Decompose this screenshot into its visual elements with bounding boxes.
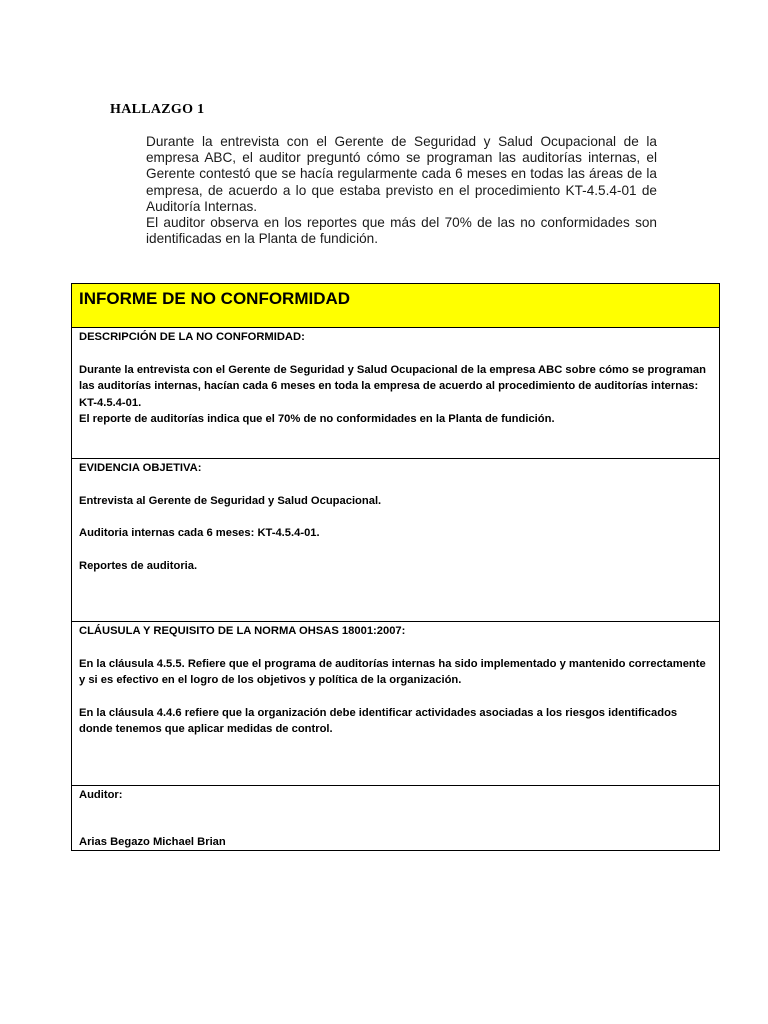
clause-section bbox=[72, 622, 720, 786]
report-title: INFORME DE NO CONFORMIDAD bbox=[79, 289, 351, 308]
evidence-item-2: Auditoria internas cada 6 meses: KT-4.5.4-01. bbox=[79, 527, 320, 539]
evidence-heading: EVIDENCIA OBJETIVA: bbox=[79, 462, 202, 474]
clause-text-1: En la cláusula 4.5.5. Refiere que el programa de auditorías internas ha sido implementado y mantenido correctamente y si es efectivo en el logro de los objetivos y política de la organización. bbox=[79, 657, 706, 686]
clause-text-2: En la cláusula 4.4.6 refiere que la organización debe identificar actividades asociadas a los riesgos identificados donde tenemos que aplicar medidas de control. bbox=[79, 706, 678, 735]
finding-description bbox=[146, 134, 657, 247]
evidence-item-1: Entrevista al Gerente de Seguridad y Salud Ocupacional. bbox=[79, 494, 382, 507]
evidence-section bbox=[72, 459, 720, 622]
finding-paragraph-2: El auditor observa en los reportes que más del 70% de las no conformidades son identificadas en la Planta de fundición. bbox=[146, 215, 657, 247]
description-section bbox=[72, 328, 720, 459]
description-heading: DESCRIPCIÓN DE LA NO CONFORMIDAD: bbox=[79, 331, 305, 343]
evidence-item-3: Reportes de auditoria. bbox=[79, 559, 198, 572]
nonconformity-report-table bbox=[71, 283, 720, 851]
clause-heading: CLÁUSULA Y REQUISITO DE LA NORMA OHSAS 18001:2007: bbox=[79, 625, 406, 637]
description-text-2: El reporte de auditorías indica que el 70% de no conformidades en la Planta de fundición. bbox=[79, 413, 555, 425]
finding-paragraph-1: Durante la entrevista con el Gerente de Seguridad y Salud Ocupacional de la empresa ABC, el auditor preguntó cómo se programan las auditorías internas, el Gerente contestó que se hacía regularmente cada 6 meses en todas las áreas de la empresa, de acuerdo a lo que estaba previsto en el procedimiento KT-4.5.4-01 de Auditoría Internas. bbox=[146, 134, 657, 214]
auditor-section bbox=[72, 786, 720, 851]
finding-title: HALLAZGO 1 bbox=[110, 102, 205, 117]
auditor-name: Arias Begazo Michael Brian bbox=[79, 835, 226, 848]
description-text-1: Durante la entrevista con el Gerente de Seguridad y Salud Ocupacional de la empresa ABC sobre cómo se programan las auditorías internas, hacían cada 6 meses en toda la empresa de acuerdo al procedimiento de auditorías internas: KT-4.5.4-01. bbox=[79, 363, 706, 409]
auditor-heading: Auditor: bbox=[79, 789, 123, 801]
report-title-cell bbox=[72, 284, 720, 328]
